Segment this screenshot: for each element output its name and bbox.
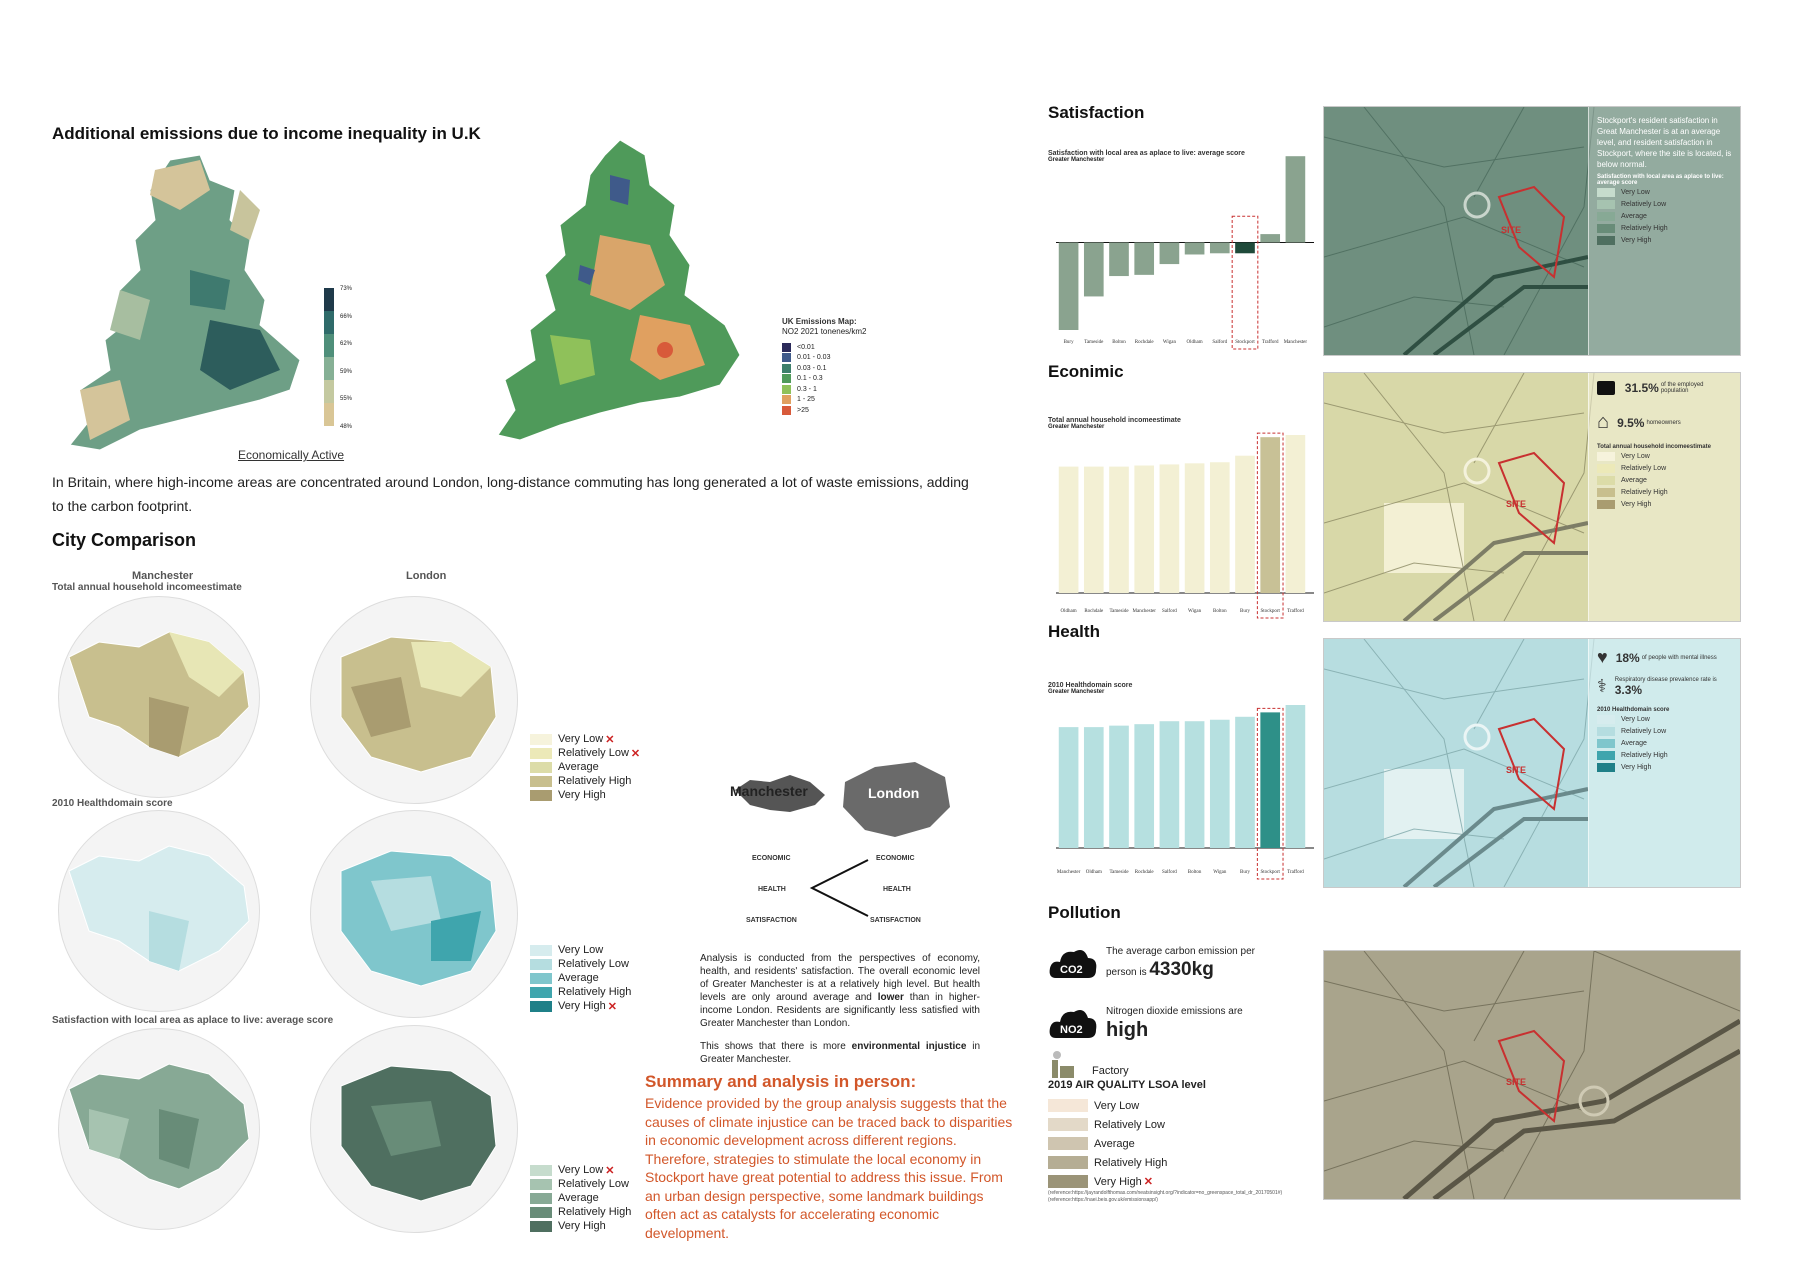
side-legend-item: [1597, 234, 1732, 246]
bar-rochdale: [1134, 243, 1154, 275]
homeowner-stat: ⌂ 9.5% homeowners: [1597, 411, 1681, 433]
tick-label: Bolton: [1112, 340, 1126, 345]
legend-label: Relatively Low: [558, 958, 629, 970]
tick-label: Oldham: [1186, 340, 1203, 345]
side-legend-item: [1597, 462, 1732, 474]
legend-label: Relatively Low: [1094, 1118, 1165, 1131]
legend-swatch: [1597, 236, 1615, 245]
health-side-panel: [1588, 639, 1740, 887]
side-legend-item: [1597, 186, 1732, 198]
tick-label: Salford: [1212, 340, 1228, 345]
bar-trafford: [1260, 234, 1280, 242]
home-icon: ⌂: [1597, 411, 1610, 433]
legend-swatch: [1597, 212, 1615, 221]
legend-swatch: [530, 1221, 552, 1232]
tick-label: Stockport: [1260, 870, 1280, 875]
legend-label: Very Low: [558, 1164, 604, 1176]
scale-label: 48%: [340, 424, 353, 430]
tick-label: Manchester: [1132, 609, 1156, 614]
legend-item: [1048, 1153, 1167, 1172]
bar-manchester: [1134, 466, 1154, 593]
bar-bury: [1235, 456, 1255, 593]
legend-item: [530, 1191, 631, 1205]
no2-legend-item: [782, 405, 872, 416]
side-legend-item: [1597, 713, 1732, 725]
legend-label: 0.03 - 0.1: [797, 364, 827, 372]
no2-legend-item: [782, 395, 872, 406]
legend-label: Very High: [558, 789, 606, 801]
legend-swatch: [1597, 188, 1615, 197]
air-quality-legend: [1048, 1096, 1167, 1191]
legend-item: [530, 788, 640, 802]
london-satisfaction-map: [310, 1025, 518, 1233]
legend-swatch: [1048, 1118, 1088, 1131]
mental-illness-stat: ♥ 18% of people with mental illness: [1597, 647, 1717, 667]
legend-item: [530, 985, 631, 999]
bar-oldham: [1084, 727, 1104, 848]
employment-stat: 31.5% of the employed population: [1597, 381, 1732, 395]
scale-segment: [324, 380, 334, 403]
x-mark-icon: ✕: [1143, 1176, 1153, 1188]
legend-swatch: [530, 1193, 552, 1204]
manchester-income-map: [58, 596, 260, 798]
legend-swatch: [1597, 751, 1615, 760]
summary-title: Summary and analysis in person:: [645, 1072, 917, 1091]
compare-manchester-label: Manchester: [730, 783, 808, 799]
tick-label: Wigan: [1162, 340, 1176, 345]
legend-swatch: [1597, 476, 1615, 485]
tick-label: Rochdale: [1084, 609, 1104, 614]
legend-swatch: [1048, 1137, 1088, 1150]
scale-segment: [324, 357, 334, 380]
satisfaction-title: Satisfaction: [1048, 103, 1145, 122]
bar-tameside: [1109, 726, 1129, 848]
satisfaction-side-panel: [1588, 107, 1740, 355]
legend-label: Very Low: [558, 944, 604, 956]
pollution-site-map: [1323, 950, 1741, 1200]
no2-legend-item: [782, 384, 872, 395]
legend-label: Relatively High: [558, 986, 632, 998]
side-legend-item: [1597, 737, 1732, 749]
bar-salford: [1210, 243, 1230, 254]
legend-label: 1 - 25: [797, 396, 815, 404]
reference-2: (reference:https://naei.beis.gov.uk/emissionsapp/): [1048, 1197, 1158, 1203]
tick-label: Trafford: [1287, 870, 1304, 875]
legend-swatch: [1048, 1156, 1088, 1169]
scale-segment: [324, 403, 334, 426]
tick-label: Tameside: [1084, 340, 1104, 345]
legend-label: Very Low: [558, 733, 604, 745]
tick-label: Manchester: [1283, 340, 1308, 345]
no2-legend: [782, 342, 872, 416]
legend-label: Relatively Low: [1621, 727, 1667, 735]
side-legend-item: [1597, 761, 1732, 773]
legend-swatch: [782, 395, 791, 404]
side-legend-item: [1597, 725, 1732, 737]
x-mark-icon: ✕: [630, 747, 641, 760]
legend-swatch: [530, 734, 552, 745]
uk-emissions-map: [490, 135, 760, 455]
health-chart-title: 2010 Healthdomain score: [1048, 682, 1133, 689]
bar-manchester: [1286, 156, 1306, 242]
bar-tameside: [1109, 467, 1129, 593]
legend-label: Average: [1621, 739, 1647, 747]
tick-label: Oldham: [1085, 870, 1102, 875]
bar-stockport: [1235, 243, 1255, 254]
side-legend-item: [1597, 498, 1732, 510]
bar-oldham: [1185, 243, 1205, 255]
legend-label: Average: [558, 761, 599, 773]
no2-legend-item: [782, 342, 872, 353]
side-legend-item: [1597, 749, 1732, 761]
legend-label: Relatively Low: [1621, 200, 1667, 208]
bar-trafford: [1286, 435, 1306, 593]
income-legend: [530, 732, 640, 802]
satisfaction-chart-subtitle: Greater Manchester: [1048, 157, 1105, 163]
health-site-label: SITE: [1506, 765, 1527, 775]
scale-label: 73%: [340, 286, 353, 292]
no2-legend-subtitle: NO2 2021 tonenes/km2: [782, 327, 867, 336]
bar-wigan: [1185, 463, 1205, 593]
tick-label: Trafford: [1287, 609, 1304, 614]
legend-swatch: [1597, 715, 1615, 724]
legend-item: [530, 732, 640, 746]
health-bar-chart: [1048, 680, 1318, 880]
bar-bury: [1235, 717, 1255, 848]
lungs-icon: ⚕: [1597, 676, 1607, 696]
bar-salford: [1160, 721, 1180, 848]
legend-item: [1048, 1096, 1167, 1115]
economic-side-legend-title: Total annual household incomeestimate: [1597, 444, 1711, 450]
bar-wigan: [1210, 720, 1230, 848]
compare-right-health: HEALTH: [883, 886, 911, 893]
legend-swatch: [530, 973, 552, 984]
side-legend-item: [1597, 450, 1732, 462]
legend-swatch: [530, 762, 552, 773]
row3-title: Satisfaction with local area as aplace to live: average score: [52, 1015, 334, 1026]
no2-cloud-icon: [1046, 1004, 1100, 1044]
compare-left-health: HEALTH: [758, 886, 786, 893]
legend-label: Very High: [558, 1220, 606, 1232]
bar-rochdale: [1134, 724, 1154, 848]
legend-item: [530, 957, 631, 971]
legend-swatch: [782, 364, 791, 373]
emissions-paragraph: In Britain, where high-income areas are concentrated around London, long-distance commuting has long generated a lot of waste emissions, adding to the carbon footprint.: [52, 474, 969, 514]
pollution-site-label: SITE: [1506, 1077, 1527, 1087]
tick-label: Manchester: [1056, 870, 1081, 875]
health-side-legend: [1597, 713, 1732, 773]
factory-label: Factory: [1092, 1065, 1129, 1077]
economic-scale-labels: [340, 286, 370, 428]
legend-item: [530, 1205, 631, 1219]
economic-side-panel: [1588, 373, 1740, 621]
tick-label: Tameside: [1109, 609, 1129, 614]
compare-left-economic: ECONOMIC: [752, 855, 791, 862]
tick-label: Bolton: [1187, 870, 1202, 875]
legend-label: 0.3 - 1: [797, 385, 817, 393]
scale-label: 62%: [340, 341, 353, 348]
compare-right-economic: ECONOMIC: [876, 855, 915, 862]
legend-swatch: [1597, 488, 1615, 497]
bar-manchester: [1059, 727, 1079, 848]
legend-item: [1048, 1115, 1167, 1134]
legend-label: >25: [797, 406, 809, 414]
legend-swatch: [530, 1165, 552, 1176]
side-legend-item: [1597, 486, 1732, 498]
scale-label: 59%: [340, 368, 353, 375]
legend-label: Very Low: [1621, 715, 1650, 723]
legend-swatch: [782, 343, 791, 352]
row2-title: 2010 Healthdomain score: [52, 798, 173, 809]
legend-swatch: [530, 1001, 552, 1012]
tick-label: Bury: [1240, 870, 1250, 875]
no2-icon-label: NO2: [1060, 1024, 1083, 1036]
legend-swatch: [1597, 224, 1615, 233]
tick-label: Tameside: [1109, 870, 1129, 875]
bar-salford: [1160, 464, 1180, 593]
x-mark-icon: ✕: [605, 733, 615, 746]
legend-label: Very Low: [1621, 188, 1650, 196]
col-manchester-label: Manchester: [132, 570, 194, 582]
scale-segment: [324, 311, 334, 334]
emissions-title: Additional emissions due to income inequality in U.K: [52, 124, 481, 143]
london-income-map: [310, 596, 518, 804]
tick-label: Trafford: [1261, 340, 1279, 345]
legend-swatch: [1048, 1099, 1088, 1112]
no2-legend-item: [782, 353, 872, 364]
respiratory-stat: ⚕ Respiratory disease prevalence rate is 3.3%: [1597, 676, 1717, 697]
satisfaction-side-text: Stockport's resident satisfaction in Great Manchester is at an average level, and resident satisfaction in Stockport, where the site is located, is below normal.: [1597, 116, 1732, 169]
bar-tameside: [1084, 243, 1104, 297]
summary-body: Evidence provided by the group analysis suggests that the causes of climate injustice can be traced back to disparities in economic development across different regions. Therefore, strategies to stimulate the local economy in Stockport have great potential to address this issue. From an urban design perspective, some landmark buildings often act as catalysts for accelerating economic development.: [645, 1095, 1013, 1241]
legend-label: Very Low: [1621, 452, 1650, 460]
legend-item: [530, 1163, 631, 1177]
bar-rochdale: [1084, 467, 1104, 593]
city-comparison-title: City Comparison: [52, 530, 197, 550]
manchester-health-map: [58, 810, 260, 1012]
compare-london-label: London: [868, 785, 920, 801]
less-than-symbol: [808, 858, 870, 918]
legend-swatch: [1597, 763, 1615, 772]
bar-trafford: [1286, 705, 1306, 848]
satisfaction-site-map: [1323, 106, 1741, 356]
legend-label: Average: [558, 1192, 599, 1204]
legend-label: Average: [558, 972, 599, 984]
legend-swatch: [782, 353, 791, 362]
economic-bar-chart: [1048, 420, 1318, 620]
tick-label: Wigan: [1188, 609, 1202, 614]
tick-label: Rochdale: [1134, 340, 1154, 345]
health-chart-subtitle: Greater Manchester: [1048, 689, 1105, 695]
legend-swatch: [782, 406, 791, 415]
legend-label: Very High: [1621, 500, 1652, 508]
side-legend-item: [1597, 474, 1732, 486]
economic-title: Econimic: [1048, 362, 1124, 381]
legend-label: Relatively High: [1094, 1156, 1168, 1169]
legend-swatch: [530, 959, 552, 970]
economic-side-legend: [1597, 450, 1732, 510]
no2-text: Nitrogen dioxide emissions are: [1106, 1006, 1243, 1017]
legend-label: Very High: [558, 1000, 606, 1012]
satisfaction-site-label: SITE: [1501, 225, 1522, 235]
economic-chart-title: Total annual household incomeestimate: [1048, 417, 1181, 424]
legend-item: [1048, 1172, 1167, 1191]
legend-label: Relatively High: [1621, 751, 1668, 759]
compare-left-satisfaction: SATISFACTION: [746, 917, 797, 924]
legend-swatch: [530, 748, 552, 759]
no2-legend-item: [782, 374, 872, 385]
tick-label: Salford: [1162, 870, 1177, 875]
tick-label: Stockport: [1235, 340, 1255, 345]
tick-label: Bolton: [1212, 609, 1227, 614]
legend-swatch: [530, 945, 552, 956]
x-mark-icon: ✕: [605, 1164, 615, 1177]
legend-label: Relatively High: [1621, 488, 1668, 496]
legend-swatch: [530, 1179, 552, 1190]
scale-label: 66%: [340, 313, 353, 320]
legend-swatch: [782, 385, 791, 394]
scale-segment: [324, 288, 334, 311]
legend-label: Relatively High: [1621, 224, 1668, 232]
satisfaction-side-legend-title: Satisfaction with local area as aplace to live: average score: [1597, 174, 1724, 186]
bar-wigan: [1160, 243, 1180, 265]
legend-swatch: [530, 776, 552, 787]
co2-line: person is 4330kg: [1106, 959, 1214, 980]
tick-label: Bury: [1240, 609, 1250, 614]
legend-label: Relatively High: [558, 1206, 632, 1218]
legend-label: Relatively Low: [558, 1178, 629, 1190]
health-side-legend-title: 2010 Healthdomain score: [1597, 707, 1670, 713]
tick-label: Bury: [1063, 340, 1074, 345]
legend-swatch: [1597, 464, 1615, 473]
health-title: Health: [1048, 622, 1100, 641]
row1-title: Total annual household incomeestimate: [52, 582, 242, 593]
bar-bolton: [1109, 243, 1129, 277]
satisfaction-side-legend: [1597, 186, 1732, 246]
reference-1: (reference:https://jayrandolfthomas.com/neatsinsight.org/?indicator=no_greenspace_total_dr_20170501#): [1048, 1190, 1283, 1196]
no2-legend-item: [782, 363, 872, 374]
legend-swatch: [1048, 1175, 1088, 1188]
bar-bolton: [1210, 462, 1230, 593]
side-legend-item: [1597, 198, 1732, 210]
col-london-label: London: [406, 570, 447, 582]
satisfaction-bar-chart: [1048, 150, 1318, 350]
legend-label: Average: [1094, 1137, 1135, 1150]
tick-label: Wigan: [1213, 870, 1227, 875]
legend-item: [530, 943, 631, 957]
legend-item: [530, 746, 640, 760]
legend-item: [1048, 1134, 1167, 1153]
tick-label: Stockport: [1260, 609, 1280, 614]
no2-value: high: [1106, 1019, 1149, 1041]
analysis-text: Analysis is conducted from the perspectives of economy, health, and residents' satisfaction. The overall economic level of Greater Manchester is at a relatively high level. But health levels are only around average and lower than in higher-income London. Residents are significantly less satisfied with Greater Manchester than London. This shows that there is more environmental injustice in Greater Manchester.: [700, 953, 981, 1065]
legend-label: Average: [1621, 476, 1647, 484]
bar-stockport: [1260, 437, 1280, 593]
side-legend-item: [1597, 210, 1732, 222]
legend-item: [530, 999, 631, 1013]
economic-scale-bar: [324, 288, 334, 426]
side-legend-item: [1597, 222, 1732, 234]
no2-legend-title: UK Emissions Map:: [782, 317, 857, 326]
heartbeat-icon: ♥: [1597, 647, 1608, 667]
legend-label: 0.01 - 0.03: [797, 354, 831, 362]
london-health-map: [310, 810, 518, 1018]
co2-cloud-icon: [1046, 944, 1100, 984]
bar-oldham: [1059, 467, 1079, 593]
legend-swatch: [1597, 452, 1615, 461]
tick-label: Rochdale: [1134, 870, 1154, 875]
uk-economic-map: [60, 150, 310, 460]
legend-swatch: [530, 790, 552, 801]
health-legend: [530, 943, 631, 1013]
compare-right-satisfaction: SATISFACTION: [870, 917, 921, 924]
satisfaction-legend: [530, 1163, 631, 1233]
legend-swatch: [1597, 200, 1615, 209]
economic-site-label: SITE: [1506, 499, 1527, 509]
x-mark-icon: ✕: [607, 1000, 617, 1013]
economic-chart-subtitle: Greater Manchester: [1048, 424, 1105, 430]
legend-label: Average: [1621, 212, 1647, 220]
manchester-satisfaction-map: [58, 1028, 260, 1230]
pollution-title: Pollution: [1048, 903, 1121, 922]
legend-label: Relatively Low: [1621, 464, 1667, 472]
factory-icon: [1048, 1050, 1078, 1078]
legend-item: [530, 760, 640, 774]
legend-swatch: [530, 1207, 552, 1218]
legend-label: 0.1 - 0.3: [797, 375, 823, 383]
health-site-map: [1323, 638, 1741, 888]
legend-item: [530, 971, 631, 985]
legend-item: [530, 1177, 631, 1191]
legend-swatch: [1597, 739, 1615, 748]
legend-item: [530, 774, 640, 788]
legend-label: Relatively Low: [558, 747, 629, 759]
co2-text: The average carbon emission per: [1106, 946, 1255, 957]
legend-swatch: [530, 987, 552, 998]
tick-label: Oldham: [1060, 609, 1077, 614]
legend-label: Very High: [1621, 236, 1652, 244]
legend-label: Very High: [1621, 763, 1652, 771]
bar-stockport: [1260, 712, 1280, 848]
legend-label: Relatively High: [558, 775, 632, 787]
bar-bolton: [1185, 721, 1205, 848]
highlight-box: [1232, 216, 1258, 349]
legend-label: Very High: [1094, 1175, 1142, 1188]
legend-swatch: [782, 374, 791, 383]
co2-icon-label: CO2: [1060, 964, 1083, 976]
bar-bury: [1059, 243, 1079, 331]
air-quality-legend-title: 2019 AIR QUALITY LSOA level: [1048, 1079, 1206, 1091]
scale-segment: [324, 334, 334, 357]
legend-swatch: [1597, 727, 1615, 736]
legend-item: [530, 1219, 631, 1233]
satisfaction-chart-title: Satisfaction with local area as aplace to live: average score: [1048, 150, 1245, 157]
tick-label: Salford: [1162, 609, 1177, 614]
legend-label: <0.01: [797, 343, 815, 351]
briefcase-icon: [1597, 381, 1615, 395]
map-left-caption: Economically Active: [238, 448, 345, 462]
economic-site-map: [1323, 372, 1741, 622]
legend-swatch: [1597, 500, 1615, 509]
legend-label: Very Low: [1094, 1099, 1140, 1112]
scale-label: 55%: [340, 396, 353, 403]
